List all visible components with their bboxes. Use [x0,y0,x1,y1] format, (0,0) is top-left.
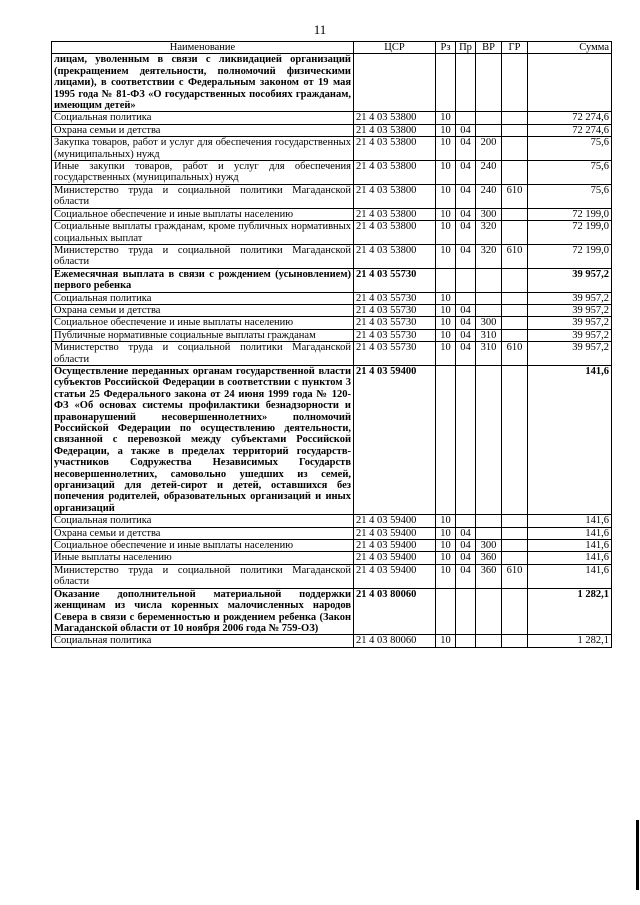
cell-vr: 310 [476,342,502,366]
cell-gr [502,161,528,185]
cell-vr [476,292,502,304]
cell-csr: 21 4 03 53800 [354,161,436,185]
cell-csr: 21 4 03 55730 [354,329,436,341]
header-gr: ГР [502,42,528,54]
cell-pr: 04 [456,137,476,161]
cell-csr: 21 4 03 55730 [354,317,436,329]
cell-sum: 141,6 [528,540,612,552]
cell-gr [502,552,528,564]
cell-gr: 610 [502,564,528,588]
cell-rz: 10 [436,635,456,647]
page-number: 11 [313,22,327,37]
cell-gr [502,540,528,552]
cell-vr [476,527,502,539]
cell-csr: 21 4 03 59400 [354,564,436,588]
cell-csr: 21 4 03 53800 [354,208,436,220]
cell-gr [502,329,528,341]
cell-rz: 10 [436,527,456,539]
cell-rz: 10 [436,184,456,208]
cell-sum: 39 957,2 [528,292,612,304]
cell-rz: 10 [436,540,456,552]
cell-rz: 10 [436,552,456,564]
cell-vr: 300 [476,540,502,552]
table-row [52,527,612,539]
table-row [52,635,612,647]
cell-vr: 310 [476,329,502,341]
cell-sum: 75,6 [528,137,612,161]
cell-pr: 04 [456,342,476,366]
table-row [52,244,612,268]
cell-pr: 04 [456,244,476,268]
table-row [52,588,612,635]
cell-sum: 39 957,2 [528,304,612,316]
cell-pr [456,268,476,292]
table-row [52,515,612,527]
table-row [52,540,612,552]
cell-name: Социальная политика [52,112,354,124]
cell-sum: 141,6 [528,515,612,527]
cell-gr [502,527,528,539]
table-row [52,124,612,136]
cell-csr: 21 4 03 59400 [354,540,436,552]
cell-rz: 10 [436,161,456,185]
cell-gr [502,268,528,292]
cell-rz [436,365,456,514]
cell-gr [502,208,528,220]
cell-name: Публичные нормативные социальные выплаты гражданам [52,329,354,341]
header-vr: ВР [476,42,502,54]
cell-vr [476,365,502,514]
header-sum: Сумма [528,42,612,54]
cell-rz: 10 [436,124,456,136]
cell-vr: 360 [476,552,502,564]
cell-pr: 04 [456,540,476,552]
cell-pr: 04 [456,317,476,329]
cell-vr: 300 [476,317,502,329]
cell-rz [436,54,456,112]
cell-name: Министерство труда и социальной политики Магаданской области [52,564,354,588]
header-name: Наименование [52,42,354,54]
cell-csr: 21 4 03 53800 [354,137,436,161]
cell-pr [456,292,476,304]
cell-pr: 04 [456,221,476,245]
cell-sum: 39 957,2 [528,268,612,292]
table-row [52,342,612,366]
cell-csr: 21 4 03 59400 [354,552,436,564]
cell-gr [502,221,528,245]
cell-pr: 04 [456,527,476,539]
cell-gr: 610 [502,342,528,366]
cell-name: Социальная политика [52,635,354,647]
cell-gr [502,54,528,112]
table-row [52,112,612,124]
cell-sum: 39 957,2 [528,329,612,341]
cell-name: Министерство труда и социальной политики Магаданской области [52,342,354,366]
cell-name: Социальное обеспечение и иные выплаты населению [52,208,354,220]
table-row [52,317,612,329]
cell-name: Оказание дополнительной материальной поддержки женщинам из числа коренных малочисленных народов Севера в связи с беременностью и рождением ребенка (Закон Магаданской области от 10 ноября 2006 года № 759-ОЗ) [52,588,354,635]
table-row [52,184,612,208]
cell-pr [456,112,476,124]
cell-name: Охрана семьи и детства [52,124,354,136]
cell-sum: 72 199,0 [528,221,612,245]
table-row [52,221,612,245]
header-csr: ЦСР [354,42,436,54]
table-row [52,564,612,588]
cell-csr: 21 4 03 55730 [354,304,436,316]
cell-sum: 75,6 [528,161,612,185]
cell-sum: 141,6 [528,365,612,514]
cell-csr: 21 4 03 53800 [354,112,436,124]
cell-vr [476,124,502,136]
cell-pr: 04 [456,161,476,185]
cell-gr [502,588,528,635]
cell-name: Охрана семьи и детства [52,304,354,316]
cell-csr: 21 4 03 59400 [354,365,436,514]
cell-sum: 141,6 [528,564,612,588]
cell-csr: 21 4 03 55730 [354,268,436,292]
cell-name: Министерство труда и социальной политики Магаданской области [52,244,354,268]
cell-csr: 21 4 03 55730 [354,292,436,304]
cell-vr: 300 [476,208,502,220]
cell-pr [456,54,476,112]
cell-vr [476,635,502,647]
cell-rz: 10 [436,112,456,124]
cell-rz: 10 [436,317,456,329]
scan-edge-mark [636,820,639,890]
cell-csr: 21 4 03 80060 [354,635,436,647]
cell-name: Социальное обеспечение и иные выплаты населению [52,540,354,552]
cell-sum: 72 274,6 [528,112,612,124]
cell-csr: 21 4 03 55730 [354,342,436,366]
table-row [52,552,612,564]
cell-pr: 04 [456,208,476,220]
cell-gr [502,124,528,136]
cell-pr: 04 [456,184,476,208]
cell-name: Министерство труда и социальной политики Магаданской области [52,184,354,208]
cell-vr [476,112,502,124]
cell-csr: 21 4 03 53800 [354,124,436,136]
cell-sum: 72 274,6 [528,124,612,136]
cell-pr [456,365,476,514]
cell-rz: 10 [436,244,456,268]
cell-sum: 1 282,1 [528,635,612,647]
cell-vr [476,268,502,292]
table-row [52,268,612,292]
cell-csr: 21 4 03 53800 [354,184,436,208]
cell-vr [476,304,502,316]
cell-pr: 04 [456,304,476,316]
cell-vr: 240 [476,161,502,185]
cell-gr: 610 [502,244,528,268]
cell-csr: 21 4 03 59400 [354,515,436,527]
cell-gr [502,112,528,124]
cell-rz: 10 [436,329,456,341]
cell-sum: 75,6 [528,184,612,208]
cell-vr: 240 [476,184,502,208]
cell-sum: 72 199,0 [528,208,612,220]
cell-rz: 10 [436,515,456,527]
cell-name: Социальные выплаты гражданам, кроме публичных нормативных социальных выплат [52,221,354,245]
cell-vr [476,588,502,635]
cell-name: Иные выплаты населению [52,552,354,564]
cell-name: Социальное обеспечение и иные выплаты населению [52,317,354,329]
cell-gr: 610 [502,184,528,208]
cell-rz: 10 [436,137,456,161]
cell-sum: 1 282,1 [528,588,612,635]
cell-rz: 10 [436,221,456,245]
cell-name: Социальная политика [52,292,354,304]
cell-vr [476,54,502,112]
table-row [52,304,612,316]
cell-sum: 39 957,2 [528,342,612,366]
cell-name: лицам, уволенным в связи с ликвидацией организаций (прекращением деятельности, полномочий физическими лицами), в соответствии с Федеральным законом от 19 мая 1995 года № 81-ФЗ «О государственных пособиях гражданам, имеющим детей» [52,54,354,112]
table-row [52,137,612,161]
cell-csr: 21 4 03 53800 [354,244,436,268]
table-row [52,365,612,514]
cell-rz [436,268,456,292]
table-row [52,54,612,112]
cell-gr [502,317,528,329]
table-row [52,161,612,185]
cell-csr: 21 4 03 53800 [354,221,436,245]
cell-name: Иные закупки товаров, работ и услуг для обеспечения государственных (муниципальных) нужд [52,161,354,185]
table-row [52,292,612,304]
table-row [52,208,612,220]
cell-vr: 360 [476,564,502,588]
cell-sum: 141,6 [528,527,612,539]
cell-pr: 04 [456,329,476,341]
cell-name: Социальная политика [52,515,354,527]
cell-rz: 10 [436,292,456,304]
cell-vr: 200 [476,137,502,161]
table-row [52,329,612,341]
cell-gr [502,304,528,316]
table-header-row [52,42,612,54]
cell-vr [476,515,502,527]
cell-sum: 39 957,2 [528,317,612,329]
cell-csr: 21 4 03 80060 [354,588,436,635]
cell-pr: 04 [456,124,476,136]
header-pr: Пр [456,42,476,54]
cell-vr: 320 [476,244,502,268]
cell-pr [456,635,476,647]
cell-sum: 141,6 [528,552,612,564]
cell-rz [436,588,456,635]
cell-name: Закупка товаров, работ и услуг для обеспечения государственных (муниципальных) нужд [52,137,354,161]
cell-pr: 04 [456,564,476,588]
cell-rz: 10 [436,304,456,316]
cell-gr [502,515,528,527]
header-rz: Рз [436,42,456,54]
cell-gr [502,137,528,161]
budget-table [51,41,612,648]
cell-pr [456,588,476,635]
cell-pr [456,515,476,527]
cell-sum [528,54,612,112]
cell-sum: 72 199,0 [528,244,612,268]
table-body [52,54,612,647]
cell-name: Ежемесячная выплата в связи с рождением (усыновлением) первого ребенка [52,268,354,292]
cell-name: Осуществление переданных органам государственной власти субъектов Российской Федерации в соответствии с пунктом 3 статьи 25 Федерального закона от 24 июня 1999 года № 120-ФЗ «Об основах системы профилактики безнадзорности и правонарушений несовершеннолетних» полномочий Российской Федерации по осуществлению деятельности, связанной с перевозкой между субъектами Российской Федерации, а также в пределах территорий государств-участников Содружества Независимых Государств несовершеннолетних, самовольно ушедших из семей, организаций для детей-сирот и детей, оставшихся без попечения родителей, образовательных организаций и иных организаций [52,365,354,514]
cell-rz: 10 [436,208,456,220]
cell-name: Охрана семьи и детства [52,527,354,539]
cell-rz: 10 [436,564,456,588]
cell-gr [502,365,528,514]
cell-csr: 21 4 03 59400 [354,527,436,539]
cell-gr [502,635,528,647]
cell-csr [354,54,436,112]
cell-rz: 10 [436,342,456,366]
cell-vr: 320 [476,221,502,245]
cell-gr [502,292,528,304]
cell-pr: 04 [456,552,476,564]
